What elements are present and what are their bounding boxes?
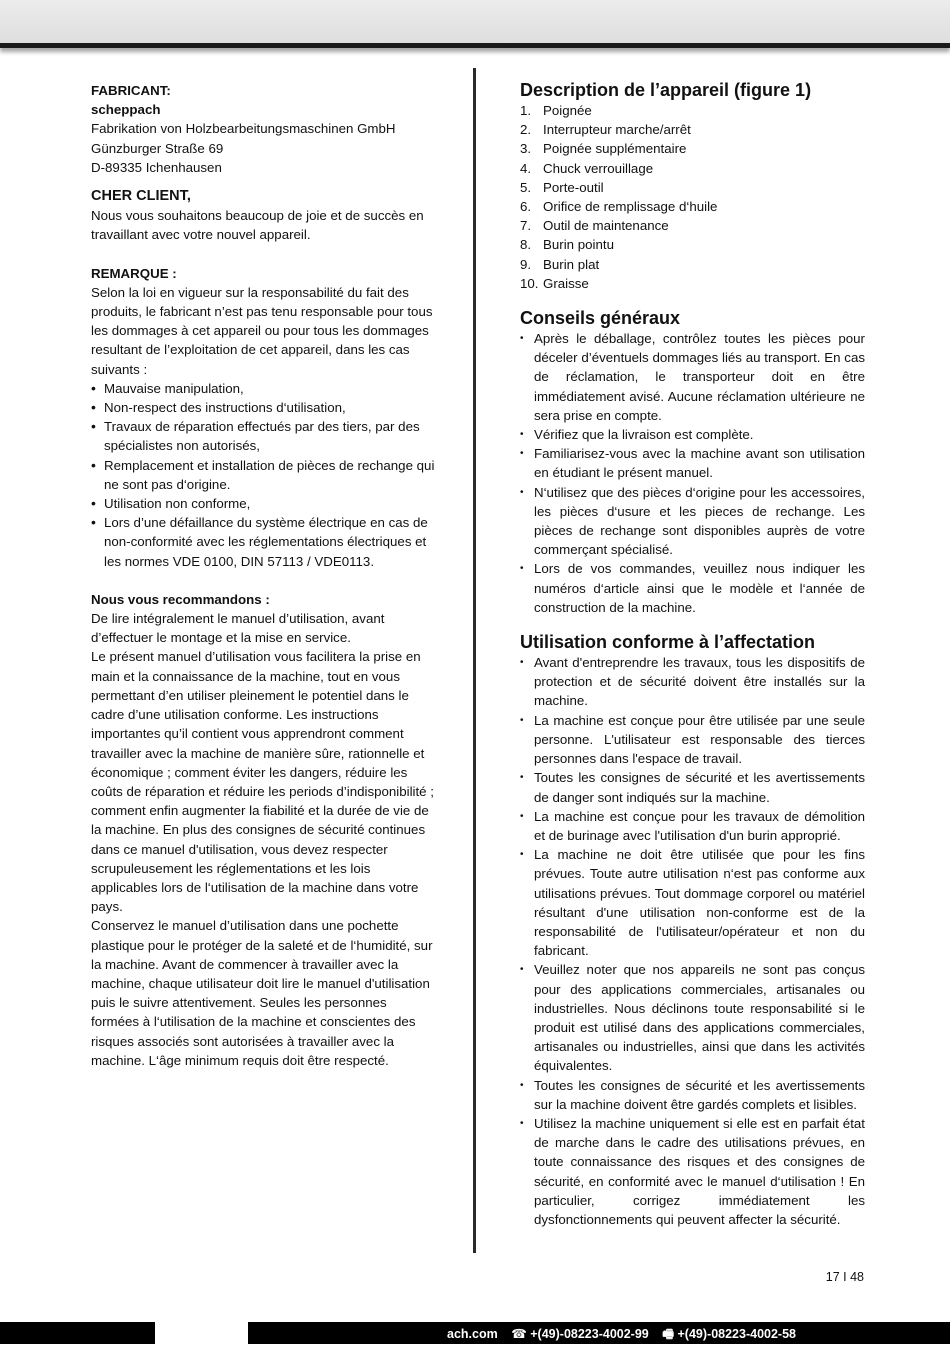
list-item: 3. Poignée supplémentaire <box>520 141 687 157</box>
list-item: • Travaux de réparation effectués par des tiers, par des spécialistes non autorisés, <box>91 417 436 455</box>
list-item: • Avant d'entreprendre les travaux, tous les dispositifs de protection et de sécurité doivent être installés sur la machine. <box>520 653 865 711</box>
list-item: 4. Chuck verrouillage <box>520 160 654 176</box>
list-item: • Veuillez noter que nos appareils ne sont pas conçus pour des applications commerciales, artisanales ou industrielles. Nous déclinons toute responsabilité si le produit est utilisé dans des applications commerciales, artisanales ou industrielles, ainsi que dans les activités équivalentes. <box>520 960 865 1075</box>
footer-phone: ☎ +(49)-08223-4002-99 <box>511 1327 649 1341</box>
description-list <box>520 101 865 293</box>
list-item: • La machine est conçue pour les travaux de démolition et de burinage avec l'utilisation d'un burin approprié. <box>520 807 865 845</box>
page-number: 17 I 48 <box>825 1270 864 1284</box>
list-item: 6. Orifice de remplissage d‘huile <box>520 199 718 215</box>
manufacturer-line: Fabrikation von Holzbearbeitungsmaschinen GmbH <box>91 121 396 137</box>
list-item: • Lors de vos commandes, veuillez nous indiquer les numéros d‘article ainsi que le modèle et l‘année de construction de la machine. <box>520 559 865 617</box>
list-item: 1. Poignée <box>520 103 592 118</box>
list-item: • N‘utilisez que des pièces d‘origine pour les accessoires, les pièces d‘usure et les pieces de rechange. Les pièces de rechange sont disponibles auprès de votre commerçant spécialisé. <box>520 483 865 560</box>
manufacturer-line: D-89335 Ichenhausen <box>91 159 222 175</box>
recommend-paragraph: De lire intégralement le manuel d’utilisation, avant d’effectuer le montage et la mise en service. <box>91 611 385 646</box>
recommend-paragraph: Le présent manuel d’utilisation vous facilitera la prise en main et la connaissance de la machine, tout en vous permettant d’en utiliser pleinement le potentiel dans le cadre d’une utilisation conforme. Les instructions importantes qu’il contient vous apprendront comment travailler avec la machine de manière sûre, rationnelle et économique ; comment éviter les dangers, réduire les coûts de réparation et réduire les periods d’indisponibilité ; comment enfin augmenter la fiabilité et la durée de vie de la machine. En plus des consignes de sécurité continues dans ce manuel d'utilisation, vous devez respecter scrupuleusement les réglementations et les lois applicables lors de l‘utilisation de la machine dans votre pays. <box>91 649 434 915</box>
left-column <box>91 81 436 1070</box>
column-divider <box>473 68 476 1253</box>
list-item: 8. Burin pointu <box>520 237 614 253</box>
footer-website[interactable]: ach.com <box>447 1327 498 1341</box>
remark-heading: REMARQUE : <box>91 265 177 281</box>
header-band <box>0 0 950 48</box>
footer-fax: 🖷 +(49)-08223-4002-58 <box>662 1327 796 1341</box>
list-item: • Utilisation non conforme, <box>91 494 436 513</box>
list-item: • Familiarisez-vous avec la machine avant son utilisation en étudiant le présent manuel. <box>520 444 865 482</box>
list-item: • Toutes les consignes de sécurité et les avertissements sur la machine doivent être gardés complets et lisibles. <box>520 1076 865 1114</box>
list-item: • Utilisez la machine uniquement si elle est en parfait état de marche dans le cadre des utilisations prévues, en toute connaissance des risques et des consignes de sécurité, en conformité avec le manuel d‘utilisation ! En particulier, corrigez immédiatement les dysfonctionnements qui peuvent affecter la sécurité. <box>520 1114 865 1229</box>
list-item: 5. Porte-outil <box>520 179 604 195</box>
list-item: • Lors d’une défaillance du système électrique en cas de non-conformité avec les réglementations électriques et les normes VDE 0100, DIN 57113 / VDE0113. <box>91 513 436 571</box>
list-item: • Mauvaise manipulation, <box>91 379 436 398</box>
manufacturer-name: scheppach <box>91 102 161 118</box>
list-item: • Toutes les consignes de sécurité et les avertissements de danger sont indiqués sur la machine. <box>520 768 865 806</box>
manufacturer-label: FABRICANT: <box>91 83 171 98</box>
list-item: 10. Graisse <box>520 275 589 291</box>
list-item: • La machine ne doit être utilisée que pour les fins prévues. Toute autre utilisation n‘est pas conforme aux utilisations prévues. Tout dommage corporel ou matériel résultant d'une utilisation non-conforme est de la responsabilité de l'utilisateur/opérateur et non du fabricant. <box>520 845 865 960</box>
footer-bar <box>0 1322 950 1344</box>
general-advice-list <box>520 329 865 617</box>
list-item: • Vérifiez que la livraison est complète. <box>520 425 865 444</box>
intended-use-heading: Utilisation conforme à l’affectation <box>520 632 816 653</box>
list-item: • Après le déballage, contrôlez toutes les pièces pour déceler d’éventuels dommages liés au transport. En cas de réclamation, le transporteur doit en être immédiatement avisé. Aucune réclamation ultérieure ne sera prise en compte. <box>520 329 865 425</box>
right-column <box>520 79 865 1229</box>
recommend-heading: Nous vous recommandons : <box>91 591 270 607</box>
general-advice-heading: Conseils généraux <box>520 308 681 329</box>
list-item: • Non-respect des instructions d‘utilisation, <box>91 398 436 417</box>
list-item: 7. Outil de maintenance <box>520 218 669 234</box>
remark-text: Selon la loi en vigueur sur la responsabilité du fait des produits, le fabricant n’est pas tenu responsable pour tous les dommages à cet appareil ou pour tous les dommages resultant de l’exploitation de cet appareil, dans les cas suivants : <box>91 284 433 377</box>
intended-use-list <box>520 653 865 1229</box>
dear-customer-heading: CHER CLIENT, <box>91 188 191 205</box>
list-item: • Remplacement et installation de pièces de rechange qui ne sont pas d‘origine. <box>91 456 436 494</box>
remark-list <box>91 379 436 571</box>
manufacturer-line: Günzburger Straße 69 <box>91 140 224 156</box>
description-heading: Description de l’appareil (figure 1) <box>520 80 812 100</box>
list-item: • La machine est conçue pour être utilisée par une seule personne. L'utilisateur est responsable des tierces personnes dans l'espace de travail. <box>520 711 865 769</box>
dear-customer-text: Nous vous souhaitons beaucoup de joie et de succès en travaillant avec votre nouvel appareil. <box>91 208 424 243</box>
footer-contact <box>437 1325 796 1345</box>
list-item: 2. Interrupteur marche/arrêt <box>520 122 691 138</box>
list-item: 9. Burin plat <box>520 256 600 272</box>
recommend-paragraph: Conservez le manuel d’utilisation dans une pochette plastique pour le protéger de la saleté et de l‘humidité, sur la machine. Avant de commencer à travailler avec la machine, chaque utilisateur doit lire le manuel d'utilisation puis le suivre attentivement. Seules les personnes formées à l‘utilisation de la machine et conscientes des risques associés sont autorisées à travailler avec la machine. L‘âge minimum requis doit être respecté. <box>91 918 433 1068</box>
